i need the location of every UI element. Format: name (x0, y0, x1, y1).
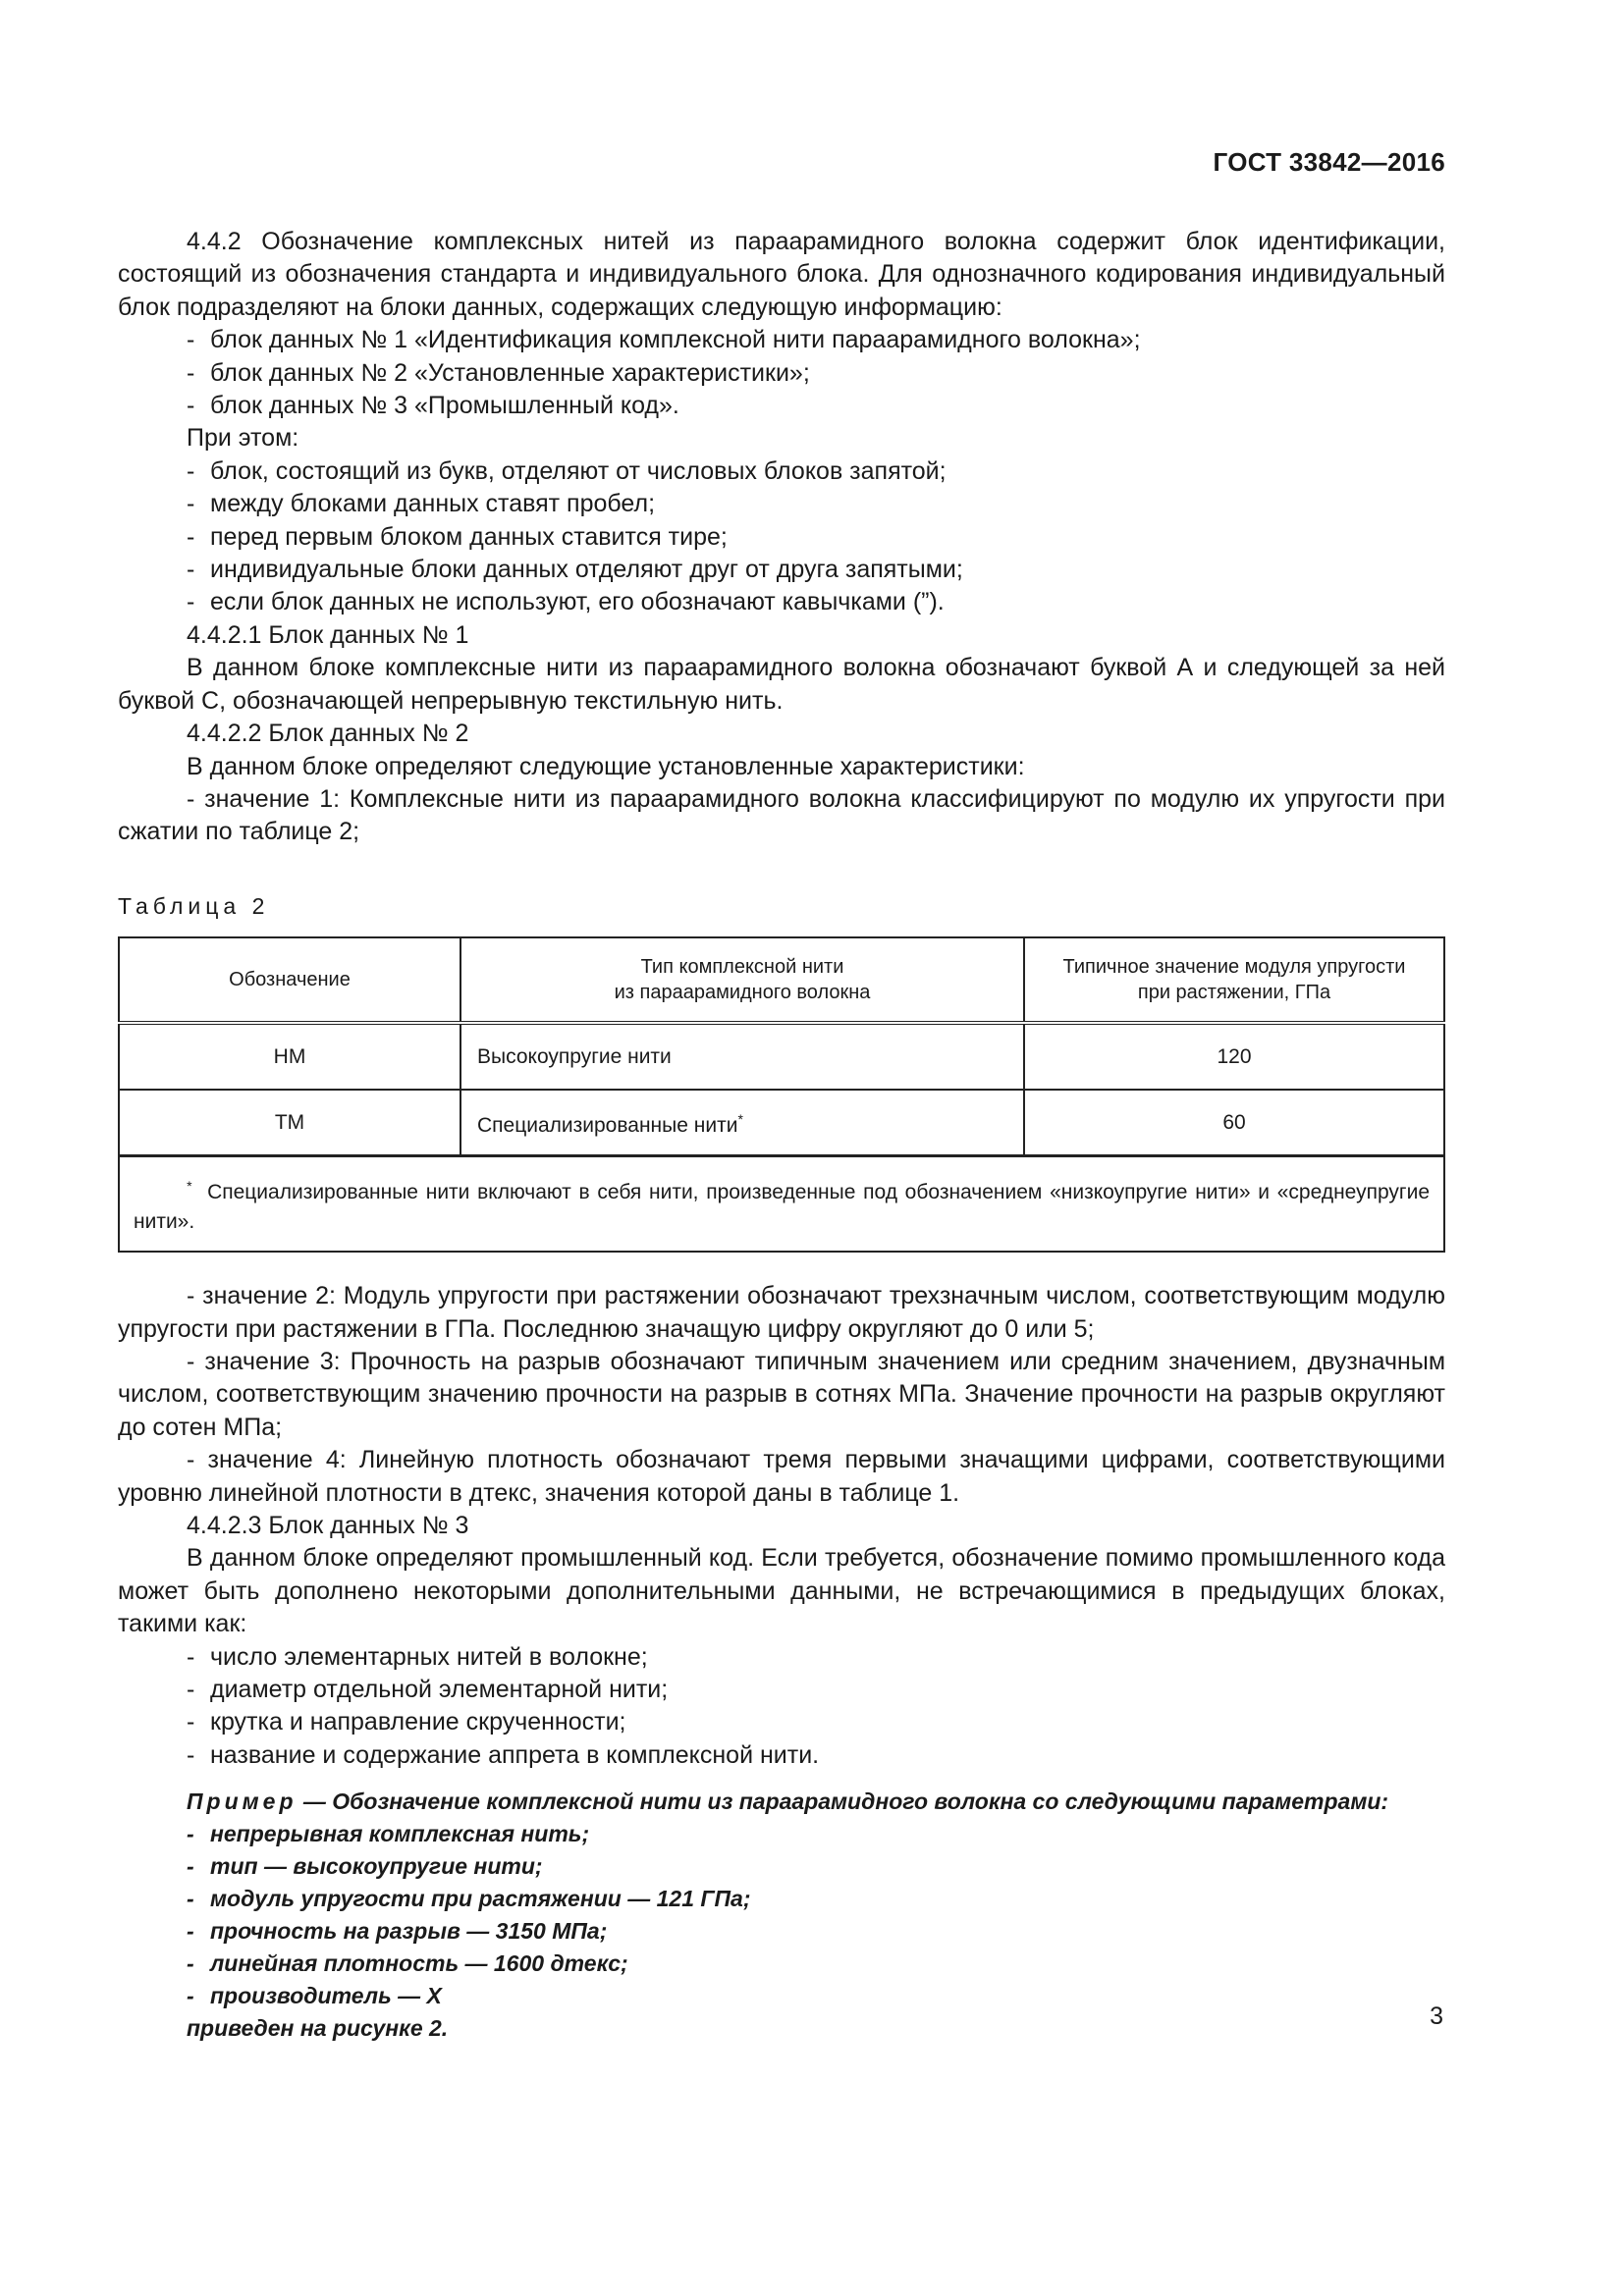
cell-type: Специализированные нити* (460, 1090, 1024, 1156)
list-item: - число элементарных нитей в волокне; (187, 1642, 648, 1671)
values-list (118, 1280, 1445, 1510)
list-item: - если блок данных не используют, его обозначают кавычками (”). (187, 588, 945, 616)
rules-intro: При этом: (187, 424, 299, 453)
list-item: - индивидуальные блоки данных отделяют друг от друга запятыми; (187, 556, 963, 584)
list-item: - значение 4: Линейную плотность обозначают тремя первыми значащими цифрами, соответствующими уровню линейной плотности в дтекс, значения которой даны в таблице 1. (118, 1446, 1445, 1507)
block3-list (118, 1641, 1445, 1773)
table-caption: Таблица 2 (118, 892, 270, 919)
data-blocks-list (118, 324, 1445, 422)
example-item: - линейная плотность — 1600 дтекс; (187, 1950, 628, 1977)
page-content (118, 226, 1445, 2045)
list-item: - блок данных № 3 «Промышленный код». (187, 392, 679, 420)
block3-heading: 4.4.2.3 Блок данных № 3 (187, 1511, 469, 1539)
example-item: - непрерывная комплексная нить; (187, 1821, 590, 1847)
intro-paragraph: 4.4.2 Обозначение комплексных нитей из параарамидного волокна содержит блок идентификации, состоящий из обозначения стандарта и индивидуального блока. Для однозначного кодирования индивидуальный блок подразделяют на блоки данных, содержащих следующую информацию: (118, 228, 1445, 321)
cell-code: TM (119, 1090, 460, 1156)
list-item: - блок, состоящий из букв, отделяют от числовых блоков запятой; (187, 456, 947, 485)
example-label: Пример (187, 1789, 298, 1815)
list-item: - блок данных № 2 «Установленные характеристики»; (187, 358, 810, 387)
list-item: - перед первым блоком данных ставится тире; (187, 522, 728, 551)
example-item: - тип — высокоупругие нити; (187, 1853, 543, 1880)
table-header-row (119, 937, 1444, 1023)
list-item: - крутка и направление скрученности; (187, 1708, 626, 1736)
header-yarn-type: Тип комплексной нити из параарамидного волокна (460, 937, 1024, 1023)
table-row (119, 1023, 1444, 1090)
cell-value: 120 (1024, 1023, 1444, 1090)
rules-list (118, 455, 1445, 619)
example-closing: приведен на рисунке 2. (187, 2015, 449, 2042)
table-footnote-row (119, 1156, 1444, 1253)
example-item: - производитель — X (187, 1983, 442, 2009)
block1-heading: 4.4.2.1 Блок данных № 1 (187, 620, 469, 649)
header-designation: Обозначение (119, 937, 460, 1023)
value1-item: - значение 1: Комплексные нити из параарамидного волокна классифицируют по модулю их упругости при сжатии по таблице 2; (118, 784, 1445, 846)
document-code: ГОСТ 33842—2016 (1213, 147, 1445, 177)
header-modulus: Типичное значение модуля упругости при растяжении, ГПа (1024, 937, 1444, 1023)
footnote-marker: * (737, 1111, 743, 1128)
list-item: - название и содержание аппрета в комплексной нити. (187, 1740, 820, 1769)
cell-value: 60 (1024, 1090, 1444, 1156)
example-intro: Пример — Обозначение комплексной нити из параарамидного волокна со следующими параметрами: (187, 1789, 1389, 1815)
cell-code: HM (119, 1023, 460, 1090)
example-block (118, 1786, 1445, 2045)
list-item: - значение 3: Прочность на разрыв обозначают типичным значением или средним значением, двузначным числом, соответствующим значению прочности на разрыв в сотнях МПа. Значение прочности на разрыв округляют до сотен МПа; (118, 1347, 1446, 1441)
table-row (119, 1090, 1444, 1156)
block2-heading: 4.4.2.2 Блок данных № 2 (187, 720, 469, 748)
example-item: - модуль упругости при растяжении — 121 ГПа; (187, 1886, 751, 1912)
page-number: 3 (1430, 2002, 1443, 2030)
list-item: - диаметр отдельной элементарной нити; (187, 1676, 669, 1703)
block3-text: В данном блоке определяют промышленный код. Если требуется, обозначение помимо промышленного кода может быть дополнено некоторыми дополнительными данными, не встречающимися в предыдущих блоках, такими как: (118, 1544, 1445, 1638)
list-item: - блок данных № 1 «Идентификация комплексной нити параарамидного волокна»; (187, 326, 1141, 354)
block1-text: В данном блоке комплексные нити из параарамидного волокна обозначают буквой А и следующей за ней буквой С, обозначающей непрерывную текстильную нить. (118, 654, 1445, 715)
list-item: - значение 2: Модуль упругости при растяжении обозначают трехзначным числом, соответствующим модулю упругости при растяжении в ГПа. Последнюю значащую цифру округляют до 0 или 5; (118, 1282, 1445, 1343)
example-item: - прочность на разрыв — 3150 МПа; (187, 1918, 608, 1945)
classification-table (118, 936, 1445, 1253)
cell-type: Высокоупругие нити (460, 1023, 1024, 1090)
block2-text: В данном блоке определяют следующие установленные характеристики: (187, 752, 1025, 780)
table-footnote: * Специализированные нити включают в себя нити, произведенные под обозначением «низкоупругие нити» и «среднеупругие нити». (119, 1156, 1444, 1253)
list-item: - между блоками данных ставят пробел; (187, 490, 656, 518)
